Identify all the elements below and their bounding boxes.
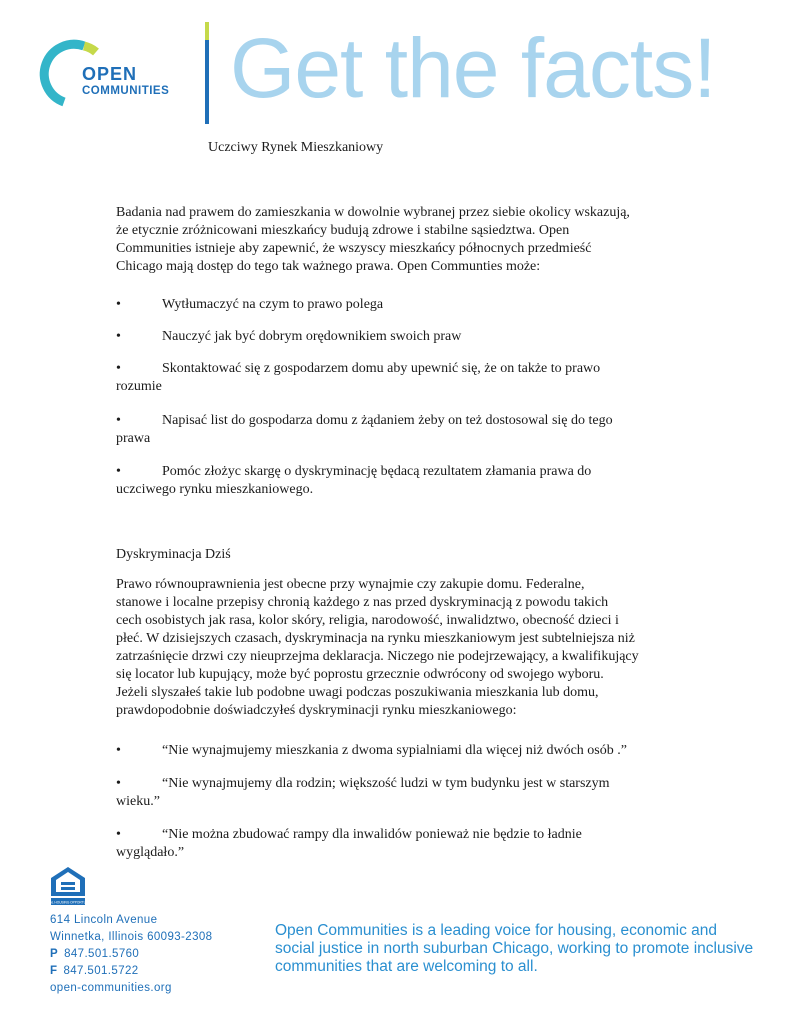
- paragraph-line: zatrzaśnięcie drzwi czy nieuprzejma deklaracja. Niczego nie podejrzewający, a kwalifikujący: [116, 649, 639, 664]
- bullet: •: [116, 329, 121, 344]
- headline: Get the facts!: [230, 21, 716, 115]
- open-communities-logo: [50, 40, 185, 110]
- phone-line: P 847.501.5760: [50, 948, 140, 960]
- bullet: •: [116, 413, 121, 428]
- bullet: •: [116, 297, 121, 312]
- section-paragraph: [116, 576, 676, 720]
- address-block: [50, 912, 212, 997]
- list-item: • Nauczyć jak być dobrym orędownikiem swoich praw: [116, 329, 462, 344]
- paragraph-line: cech osobistych jak rasa, kolor skóry, religia, narodowość, inwalidztwo, obecność dzieci i: [116, 613, 619, 628]
- page-subtitle: Uczciwy Rynek Mieszkaniowy: [208, 140, 384, 155]
- bullet: •: [116, 776, 121, 791]
- header-divider-accent: [205, 22, 209, 40]
- paragraph-line: się locator lub kupujący, może być poprostu grzecznie odwrócony od swojego wyboru.: [116, 667, 604, 682]
- list-item: • Skontaktować się z gospodarzem domu aby upewnić się, że on także to prawo rozumie: [116, 361, 601, 394]
- bullet: •: [116, 361, 121, 376]
- equal-housing-icon: [42, 866, 94, 906]
- eho-label: EQUAL HOUSING OPPORTUNITY: [42, 900, 94, 905]
- logo-word-open: OPEN: [82, 64, 138, 84]
- fax-line: F 847.501.5722: [50, 965, 139, 977]
- intro-line: Chicago mają dostęp do tego tak ważnego prawa. Open Communties może:: [116, 259, 541, 274]
- intro-line: że etycznie zróżnicowani mieszkańcy budują zdrowe i stabilne sąsiedztwa. Open: [116, 223, 570, 238]
- fax-number: 847.501.5722: [63, 965, 139, 977]
- section-heading: Dyskryminacja Dziś: [116, 547, 231, 562]
- quote-item: • “Nie wynajmujemy dla rodzin; większość ludzi w tym budynku jest w starszym wieku.”: [116, 776, 610, 809]
- mission-statement: Open Communities is a leading voice for housing, economic and social justice in north suburban Chicago, working to promote inclusive communities that are welcoming to all.: [275, 922, 754, 975]
- list-item: • Pomóc złożyc skargę o dyskryminację będacą rezultatem złamania prawa do uczciwego rynku mieszkaniowego.: [116, 464, 592, 497]
- logo-word-communities: COMMUNITIES: [82, 85, 170, 97]
- quote-item: • “Nie można zbudować rampy dla inwalidów ponieważ nie będzie to ładnie wyglądało.”: [116, 827, 582, 860]
- phone-number: 847.501.5760: [64, 948, 140, 960]
- paragraph-line: Prawo równouprawnienia jest obecne przy wynajmie czy zakupie domu. Federalne,: [116, 577, 585, 592]
- paragraph-line: prawdopodobnie doświadczyłeś dyskryminacji rynku mieszkaniowego:: [116, 703, 517, 718]
- quote-item: • “Nie wynajmujemy mieszkania z dwoma sypialniami dla więcej niż dwóch osób .”: [116, 743, 627, 758]
- intro-line: Communities istnieje aby zapewnić, że wszyscy mieszkańcy północnych przedmieść: [116, 241, 592, 256]
- paragraph-line: stanowe i localne przepisy chronią każdego z nas przed dyskryminacją z powodu takich: [116, 595, 609, 610]
- list-item: • Napisać list do gospodarza domu z żądaniem żeby on też dostosowal się do tego prawa: [116, 413, 613, 446]
- intro-paragraph: [116, 204, 676, 276]
- bullet: •: [116, 827, 121, 842]
- street-address: 614 Lincoln Avenue: [50, 914, 158, 926]
- intro-line: Badania nad prawem do zamieszkania w dowolnie wybranej przez siebie okolicy wskazują,: [116, 205, 630, 220]
- paragraph-line: Jeżeli slyszałeś takie lub podobne uwagi podczas poszukiwania mieszkania lub domu,: [116, 685, 599, 700]
- list-item: • Wytłumaczyć na czym to prawo polega: [116, 297, 384, 312]
- city-address: Winnetka, Illinois 60093-2308: [50, 931, 213, 943]
- bullet: •: [116, 464, 121, 479]
- website-link[interactable]: open-communities.org: [50, 982, 172, 994]
- bullet: •: [116, 743, 121, 758]
- paragraph-line: płeć. W dzisiejszych czasach, dyskryminacja na rynku mieszkaniowym jest subtelniejsza niż: [116, 631, 635, 646]
